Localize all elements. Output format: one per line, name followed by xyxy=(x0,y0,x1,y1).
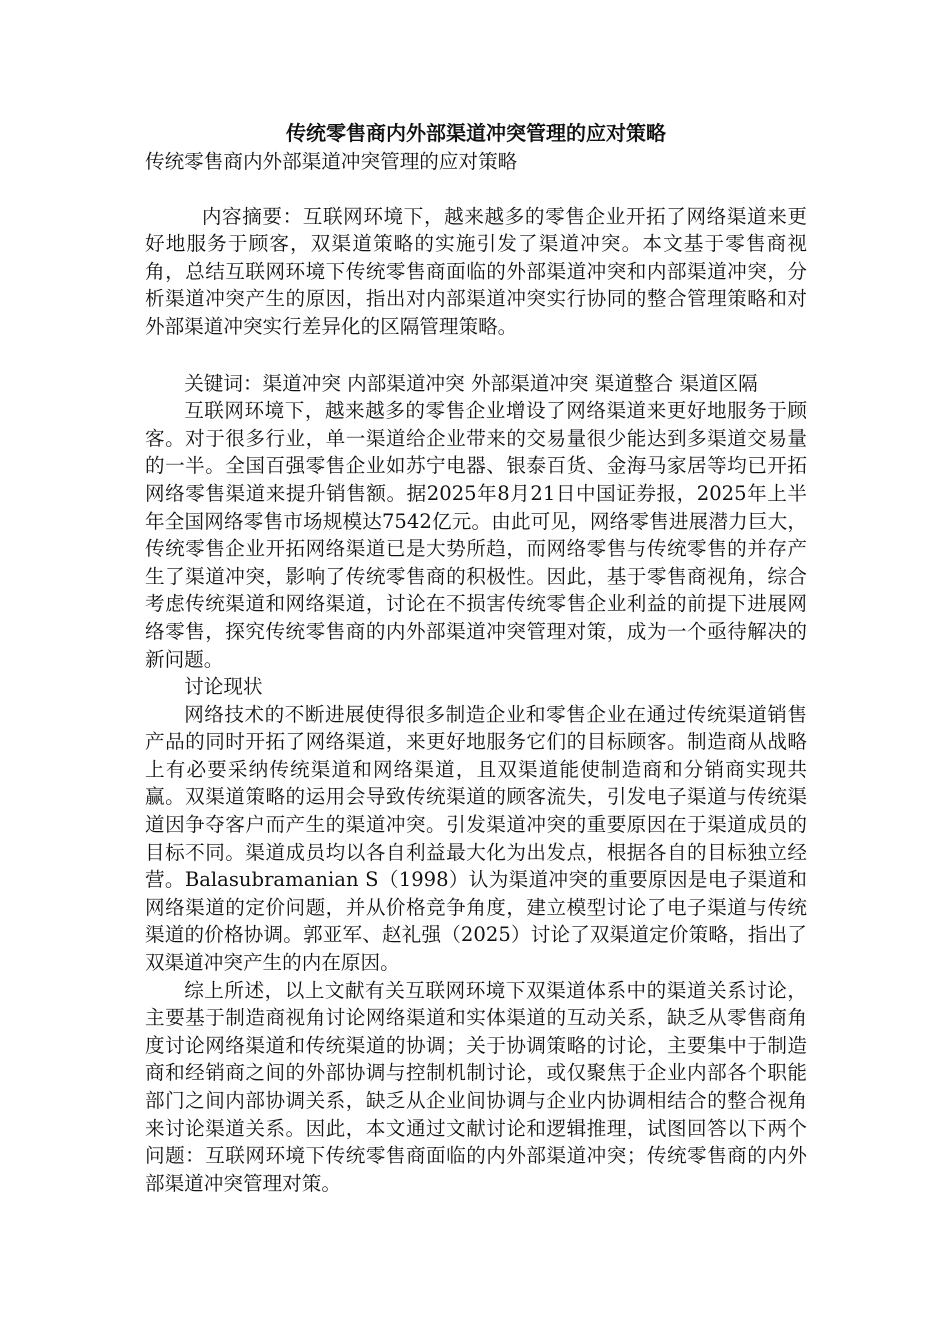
body-paragraph-2: 网络技术的不断进展使得很多制造企业和零售企业在通过传统渠道销售产品的同时开拓了网络渠道，来更好地服务它们的目标顾客。制造商从战略上有必要采纳传统渠道和网络渠道，且双渠道能使制造商和分销商实现共赢。双渠道策略的运用会导致传统渠道的顾客流失，引发电子渠道与传统渠道因争夺客户而产生的渠道冲突。引发渠道冲突的重要原因在于渠道成员的目标不同。渠道成员均以各自利益最大化为出发点，根据各自的目标独立经营。Balasubramanian S（1998）认为渠道冲突的重要原因是电子渠道和网络渠道的定价问题，并从价格竞争角度，建立模型讨论了电子渠道与传统渠道的价格协调。郭亚军、赵礼强（2025）讨论了双渠道定价策略，指出了双渠道冲突产生的内在原因。 xyxy=(145,702,807,975)
body-paragraph-1: 互联网环境下，越来越多的零售企业增设了网络渠道来更好地服务于顾客。对于很多行业，单一渠道给企业带来的交易量很少能达到多渠道交易量的一半。全国百强零售企业如苏宁电器、银泰百货、金海马家居等均已开拓网络零售渠道来提升销售额。据2025年8月21日中国证券报，2025年上半年全国网络零售市场规模达7542亿元。由此可见，网络零售进展潜力巨大，传统零售企业开拓网络渠道已是大势所趋，而网络零售与传统零售的并存产生了渠道冲突，影响了传统零售商的积极性。因此，基于零售商视角，综合考虑传统渠道和网络渠道，讨论在不损害传统零售企业利益的前提下进展网络零售，探究传统零售商的内外部渠道冲突管理对策，成为一个亟待解决的新问题。 xyxy=(145,399,807,671)
document-title: 传统零售商内外部渠道冲突管理的应对策略 xyxy=(286,121,666,145)
section-heading: 讨论现状 xyxy=(184,675,263,699)
keywords-paragraph: 关键词：渠道冲突 内部渠道冲突 外部渠道冲突 渠道整合 渠道区隔 xyxy=(184,371,758,395)
document-subtitle: 传统零售商内外部渠道冲突管理的应对策略 xyxy=(145,150,518,173)
abstract-paragraph: 内容摘要：互联网环境下，越来越多的零售企业开拓了网络渠道来更好地服务于顾客，双渠道策略的实施引发了渠道冲突。本文基于零售商视角，总结互联网环境下传统零售商面临的外部渠道冲突和内部渠道冲突，分析渠道冲突产生的原因，指出对内部渠道冲突实行协同的整合管理策略和对外部渠道冲突实行差异化的区隔管理策略。 xyxy=(145,204,807,338)
body-paragraph-3: 综上所述，以上文献有关互联网环境下双渠道体系中的渠道关系讨论，主要基于制造商视角讨论网络渠道和实体渠道的互动关系，缺乏从零售商角度讨论网络渠道和传统渠道的协调；关于协调策略的讨论，主要集中于制造商和经销商之间的外部协调与控制机制讨论，或仅聚焦于企业内部各个职能部门之间内部协调关系，缺乏从企业间协调与企业内协调相结合的整合视角来讨论渠道关系。因此，本文通过文献讨论和逻辑推理，试图回答以下两个问题：互联网环境下传统零售商面临的内外部渠道冲突；传统零售商的内外部渠道冲突管理对策。 xyxy=(145,978,807,1195)
document-page xyxy=(145,118,807,1197)
